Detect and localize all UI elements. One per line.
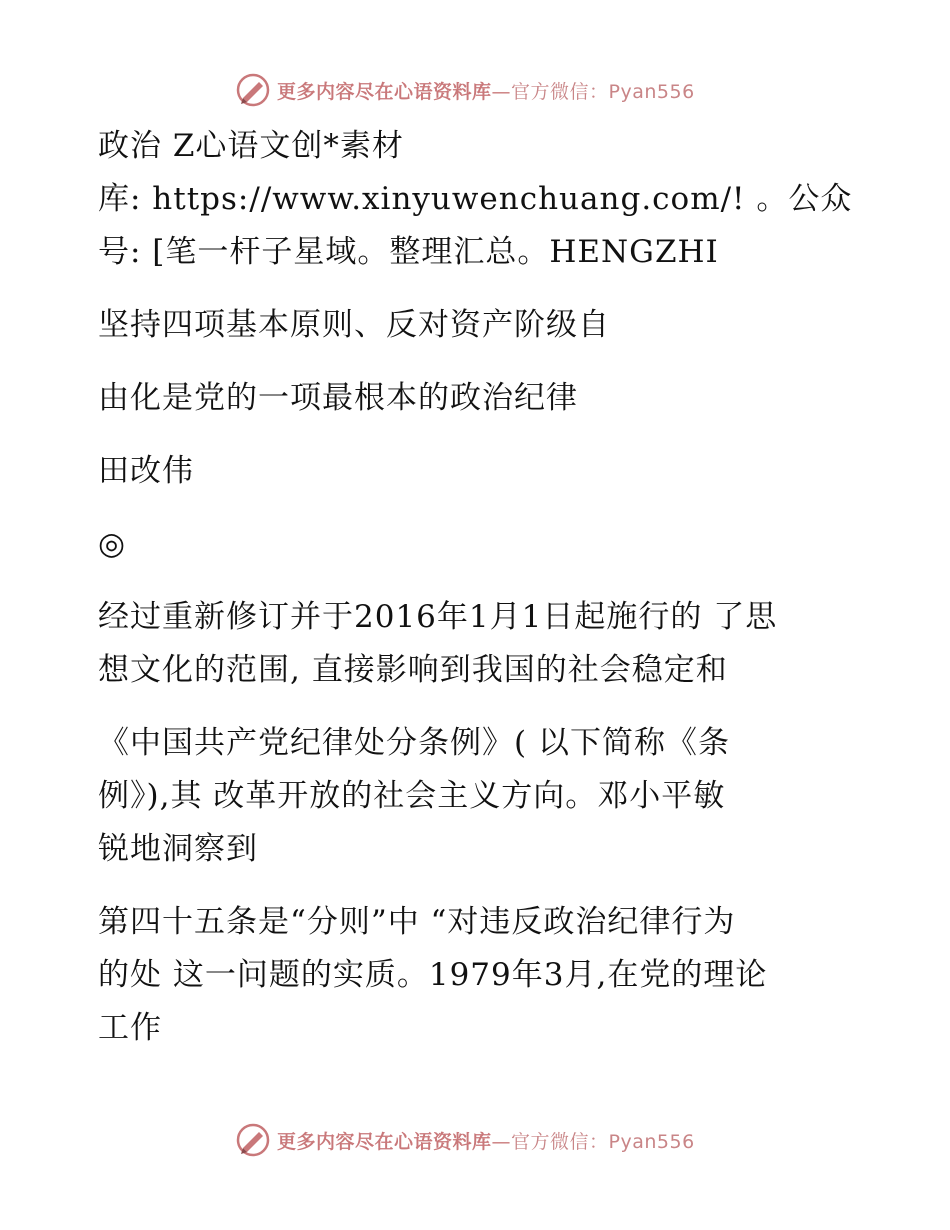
footer-banner — [235, 1120, 695, 1160]
banner-wechat: 官方微信：Pyan556 — [511, 80, 695, 103]
header-banner — [235, 70, 695, 110]
body-line: 库: https://www.xinyuwenchuang.com/! 。公众 — [98, 181, 853, 217]
banner-main: 更多内容尽在心语资料库 — [277, 80, 492, 103]
document-body — [98, 120, 858, 1055]
body-line: 锐地洞察到 — [98, 831, 258, 867]
symbol-line: ◎ — [98, 526, 127, 562]
body-line: 经过重新修订并于2016年1月1日起施行的 了思 — [98, 599, 778, 635]
author-line: 田改伟 — [98, 453, 194, 489]
banner-main: 更多内容尽在心语资料库 — [277, 1130, 492, 1153]
banner-wechat: 官方微信：Pyan556 — [511, 1130, 695, 1153]
banner-text — [277, 1127, 695, 1154]
body-line: 工作 — [98, 1010, 162, 1046]
article-title-line: 由化是党的一项最根本的政治纪律 — [98, 380, 578, 416]
article-title-line: 坚持四项基本原则、反对资产阶级自 — [98, 307, 610, 343]
body-line: 的处 这一问题的实质。1979年3月,在党的理论 — [98, 957, 768, 993]
body-line: 政治 Z心语文创*素材 — [98, 128, 404, 164]
pen-logo-icon — [235, 72, 271, 108]
banner-dash: — — [491, 80, 512, 103]
body-line: 例》),其 改革开放的社会主义方向。邓小平敏 — [98, 778, 726, 814]
pen-logo-icon — [235, 1122, 271, 1158]
body-line: 第四十五条是“分则”中 “对违反政治纪律行为 — [98, 904, 736, 940]
banner-text — [277, 77, 695, 104]
body-line: 想文化的范围, 直接影响到我国的社会稳定和 — [98, 652, 728, 688]
body-line: 《中国共产党纪律处分条例》( 以下简称《条 — [98, 725, 730, 761]
banner-dash: — — [491, 1130, 512, 1153]
body-line: 号: [笔一杆子星域。整理汇总。HENGZHI — [98, 234, 719, 270]
